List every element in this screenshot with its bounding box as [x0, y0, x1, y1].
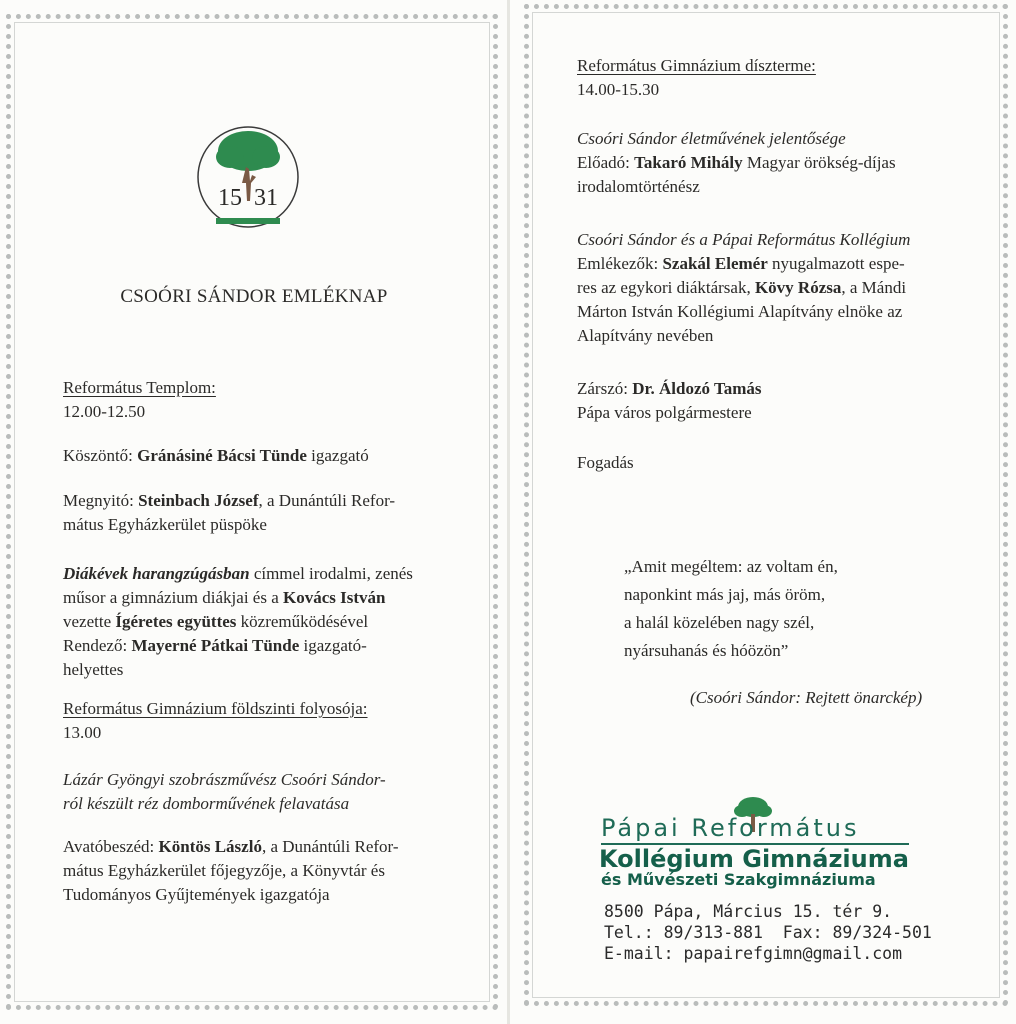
unveiling — [63, 768, 386, 816]
talk-speaker: Takaró Mihály — [634, 153, 743, 172]
page-title: CSOÓRI SÁNDOR EMLÉKNAP — [120, 286, 388, 307]
talk-title: Csoóri Sándor és a Pápai Református Kollégium — [577, 230, 911, 249]
talk-speaker-2: Kövy Rózsa — [754, 278, 842, 297]
talk-text-4: Alapítvány nevében — [577, 326, 714, 345]
opening-text-2: mátus Egyházkerület püspöke — [63, 515, 267, 534]
program-name-3: Mayerné Pátkai Tünde — [131, 636, 300, 655]
talk-2 — [577, 228, 910, 348]
closing-label: Zárszó: — [577, 379, 633, 398]
school-name-line-1: Pápai Református — [601, 814, 860, 842]
section-church — [63, 376, 216, 424]
talk-text-1: Magyar örökség-díjas — [742, 153, 896, 172]
school-name-line-2: Kollégium Gimnáziuma — [599, 845, 909, 873]
talk-text-2b: , a Mándi — [841, 278, 907, 297]
closing-name: Dr. Áldozó Tamás — [632, 379, 762, 398]
program-name-1: Kovács István — [283, 588, 386, 607]
section-heading: Református Gimnázium díszterme: — [577, 56, 816, 75]
greeting — [63, 444, 369, 468]
quote-line-3: a halál közelében nagy szél, — [624, 613, 815, 632]
talk-label: Előadó: — [577, 153, 635, 172]
talk-title: Csoóri Sándor életművének jelentősége — [577, 129, 846, 148]
reception: Fogadás — [577, 453, 634, 472]
program-text-4: Rendező: — [63, 636, 132, 655]
logo-number-right: 31 — [254, 185, 278, 211]
program-name-2: Ígéretes együttes — [115, 612, 237, 631]
tree-logo — [196, 125, 300, 229]
contact-block — [604, 901, 932, 964]
greeting-name: Gránásiné Bácsi Tünde — [137, 446, 307, 465]
quote-line-4: nyársuhanás és hóözön” — [624, 641, 789, 660]
talk-text-2: res az egykori diáktársak, — [577, 278, 755, 297]
speech-text-3: Tudományos Gyűjtemények igazgatója — [63, 885, 330, 904]
talk-text-2: irodalomtörténész — [577, 177, 700, 196]
closing-role: Pápa város polgármestere — [577, 403, 752, 422]
quote-line-2: naponkint más jaj, más öröm, — [624, 585, 826, 604]
opening-name: Steinbach József — [138, 491, 259, 510]
unveiling-text-1: Lázár Gyöngyi szobrászművész Csoóri Sándor- — [63, 770, 386, 789]
section-time: 13.00 — [63, 723, 102, 742]
program-text-1: címmel irodalmi, zenés — [249, 564, 413, 583]
section-corridor — [63, 697, 368, 745]
opening-text: , a Dunántúli Refor- — [258, 491, 396, 510]
program-title: Diákévek harangzúgásban — [63, 564, 250, 583]
opening-label: Megnyitó: — [63, 491, 139, 510]
talk-text-1: nyugalmazott espe- — [767, 254, 905, 273]
talk-label: Emlékezők: — [577, 254, 663, 273]
program-text-4b: igazgató- — [299, 636, 367, 655]
speech-text-1: , a Dunántúli Refor- — [261, 837, 399, 856]
contact-phone: Tel.: 89/313-881 Fax: 89/324-501 — [604, 923, 932, 942]
contact-email: E-mail: papairefgimn@gmail.com — [604, 944, 903, 963]
opening — [63, 489, 395, 537]
program — [63, 562, 413, 682]
section-time: 14.00-15.30 — [577, 80, 660, 99]
talk-1 — [577, 127, 896, 199]
quote-line-1: „Amit megéltem: az voltam én, — [624, 557, 838, 576]
quote — [624, 553, 838, 665]
section-heading: Református Gimnázium földszinti folyosója: — [63, 699, 368, 718]
quote-source: (Csoóri Sándor: Rejtett önarckép) — [690, 688, 923, 707]
speech-label: Avatóbeszéd: — [63, 837, 159, 856]
greeting-label: Köszöntő: — [63, 446, 138, 465]
greeting-role: igazgató — [306, 446, 369, 465]
unveiling-text-2: ról készült réz domborművének felavatása — [63, 794, 350, 813]
logo-number-left: 15 — [218, 185, 242, 211]
talk-speaker-1: Szakál Elemér — [662, 254, 768, 273]
program-text-5: helyettes — [63, 660, 124, 679]
section-heading: Református Templom: — [63, 378, 216, 397]
speech-name: Köntös László — [158, 837, 262, 856]
speech-text-2: mátus Egyházkerület főjegyzője, a Könyvtár és — [63, 861, 385, 880]
section-time: 12.00-12.50 — [63, 402, 146, 421]
program-text-3b: közreműködésével — [236, 612, 369, 631]
school-name-line-3: és Művészeti Szakgimnáziuma — [601, 870, 876, 889]
program-text-3: vezette — [63, 612, 116, 631]
closing — [577, 377, 762, 425]
speech — [63, 835, 399, 907]
talk-text-3: Márton István Kollégiumi Alapítvány elnöke az — [577, 302, 903, 321]
program-text-2: műsor a gimnázium diákjai és a — [63, 588, 283, 607]
section-hall — [577, 54, 816, 102]
contact-address: 8500 Pápa, Március 15. tér 9. — [604, 902, 893, 921]
